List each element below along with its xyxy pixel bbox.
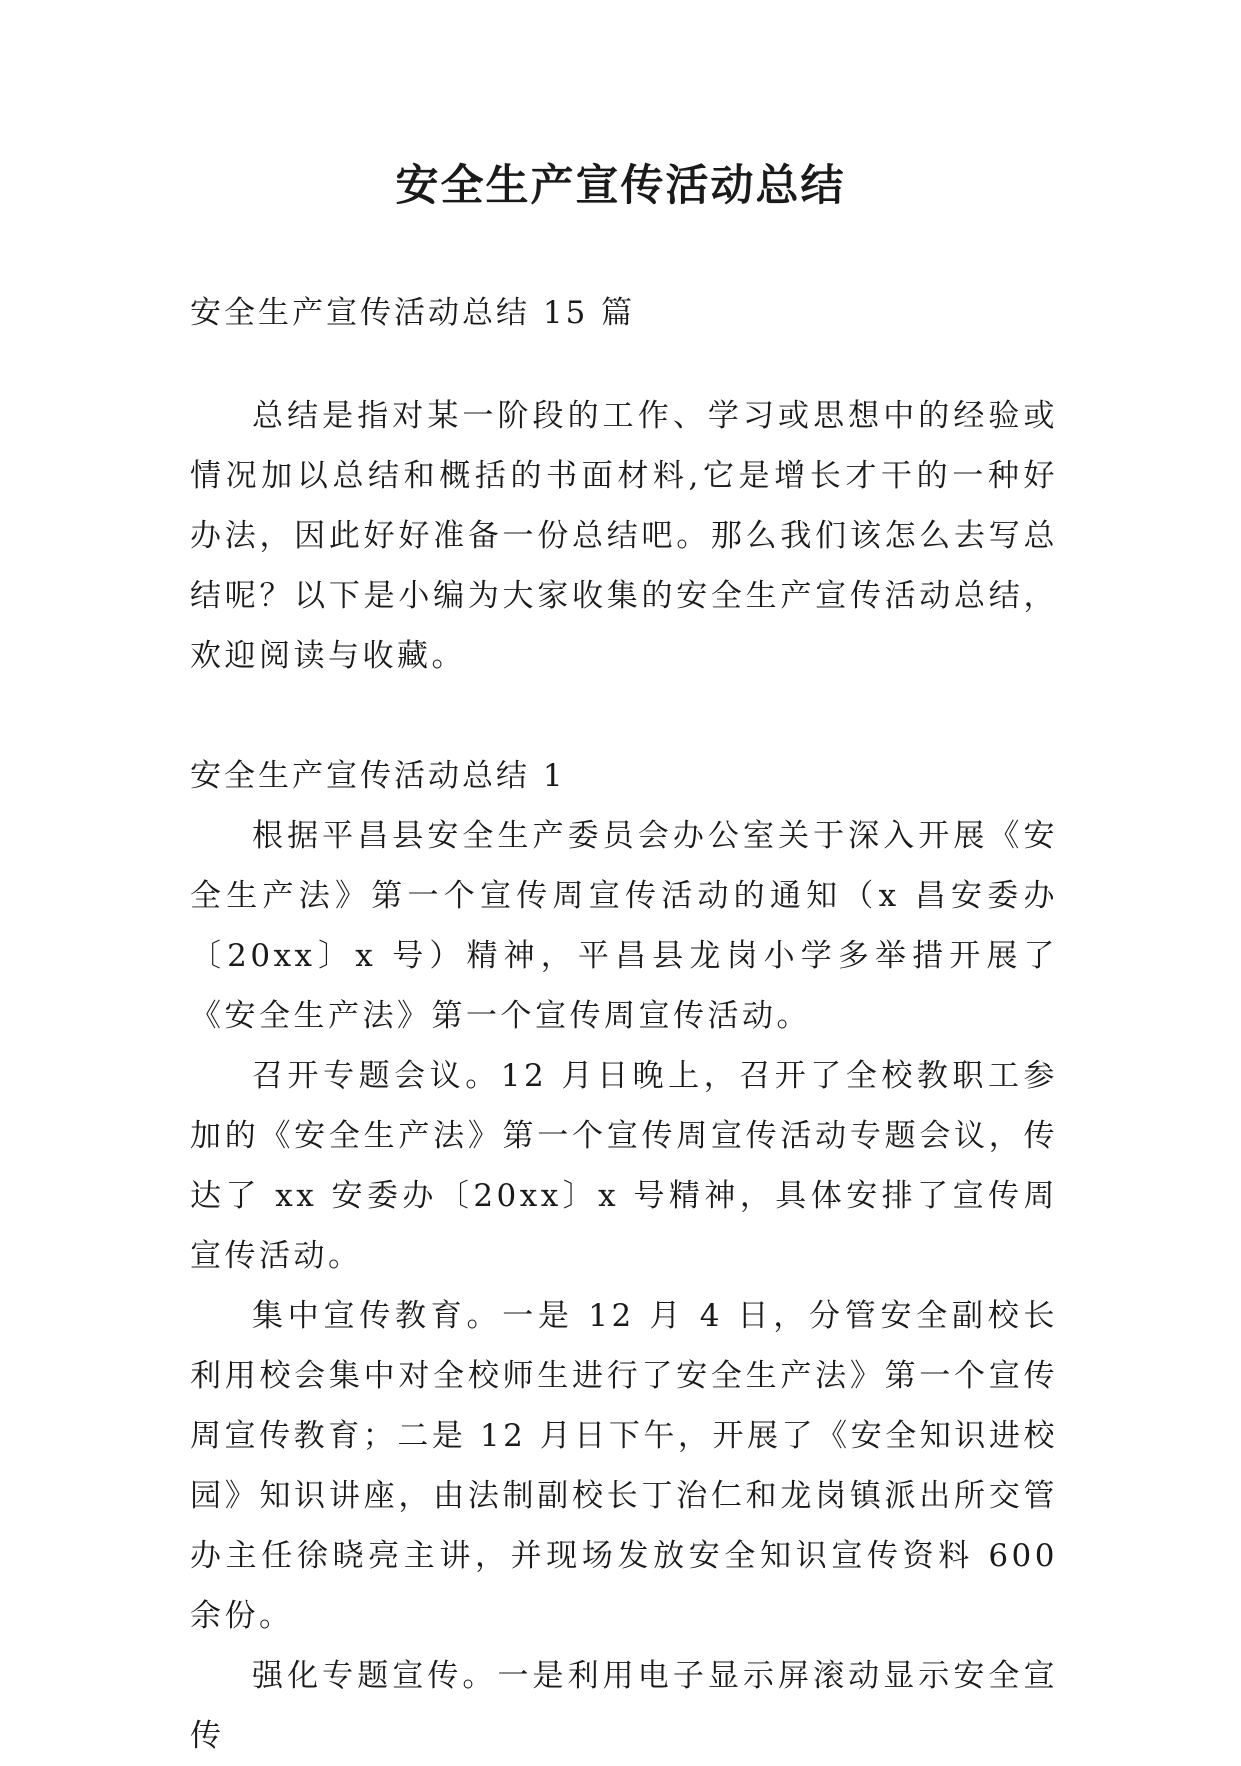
body-paragraph: 集中宣传教育。一是 12 月 4 日，分管安全副校长利用校会集中对全校师生进行了安全生产法》第一个宣传周宣传教育；二是 12 月日下午，开展了《安全知识进校园》知识讲座，由法制副校长丁治仁和龙岗镇派出所交管办主任徐晓亮主讲，并现场发放安全知识宣传资料 600 余份。 bbox=[190, 1298, 1058, 1634]
body-paragraph: 召开专题会议。12 月日晚上，召开了全校教职工参加的《安全生产法》第一个宣传周宣传活动专题会议，传达了 xx 安委办〔20xx〕x 号精神，具体安排了宣传周宣传活动。 bbox=[190, 1058, 1058, 1274]
intro-paragraph: 总结是指对某一阶段的工作、学习或思想中的经验或情况加以总结和概括的书面材料,它是增长才干的一种好办法，因此好好准备一份总结吧。那么我们该怎么去写总结呢？以下是小编为大家收集的安全生产宣传活动总结，欢迎阅读与收藏。 bbox=[190, 398, 1058, 674]
body-paragraph: 强化专题宣传。一是利用电子显示屏滚动显示安全宣传 bbox=[190, 1658, 1058, 1754]
document-subtitle: 安全生产宣传活动总结 15 篇 bbox=[190, 295, 636, 331]
section-heading: 安全生产宣传活动总结 1 bbox=[190, 758, 566, 794]
document-body bbox=[190, 283, 1058, 1766]
body-paragraph: 根据平昌县安全生产委员会办公室关于深入开展《安全生产法》第一个宣传周宣传活动的通知（x 昌安委办〔20xx〕x 号）精神，平昌县龙岗小学多举措开展了《安全生产法》第一个宣传周宣传活动。 bbox=[190, 818, 1058, 1034]
document-title: 安全生产宣传活动总结 bbox=[395, 161, 846, 211]
